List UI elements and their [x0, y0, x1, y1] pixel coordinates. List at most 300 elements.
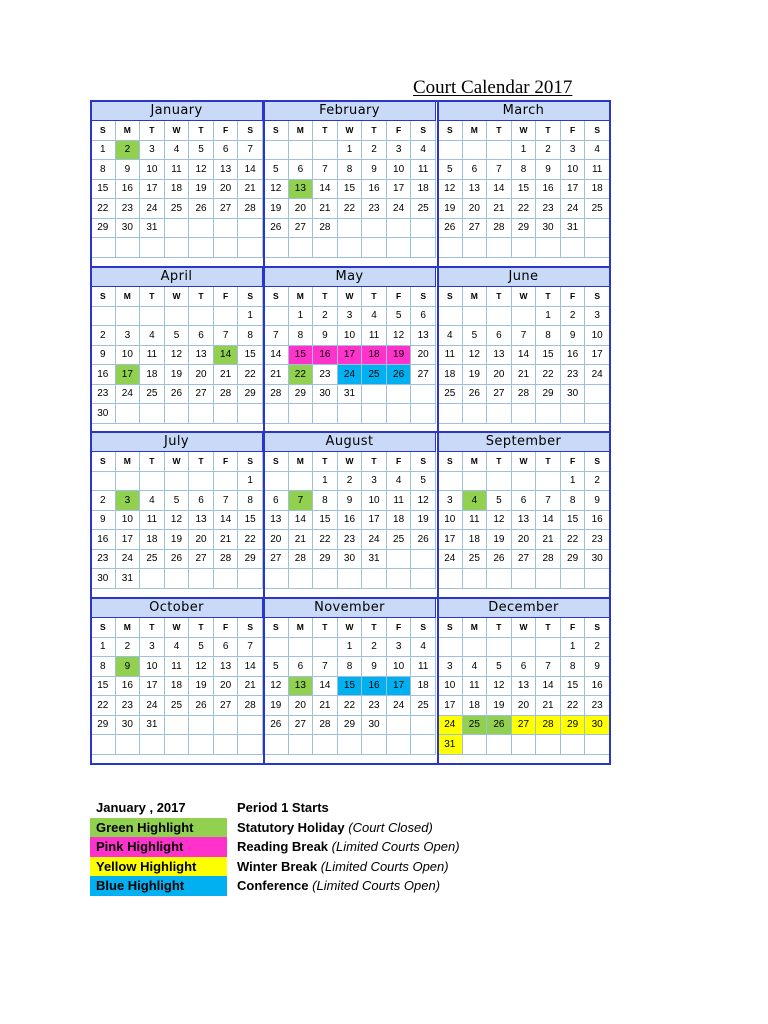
day-cell: 25 — [140, 549, 165, 569]
day-cell: 28 — [238, 696, 263, 716]
day-cell: 26 — [164, 384, 189, 404]
day-cell: 14 — [313, 676, 338, 696]
day-cell: 25 — [438, 384, 463, 404]
day-cell: 21 — [213, 365, 238, 385]
empty-cell — [115, 735, 140, 755]
empty-cell — [115, 306, 140, 326]
day-cell: 23 — [337, 530, 362, 550]
month-october — [90, 597, 263, 755]
legend-description — [231, 818, 465, 838]
day-of-week-header: F — [213, 287, 238, 307]
day-cell: 24 — [140, 199, 165, 219]
empty-cell — [140, 569, 165, 589]
day-cell: 17 — [386, 179, 411, 199]
day-cell: 27 — [487, 384, 512, 404]
empty-cell — [337, 404, 362, 424]
empty-cell — [511, 637, 536, 657]
empty-cell — [386, 218, 411, 238]
day-cell: 8 — [238, 491, 263, 511]
day-cell: 3 — [386, 140, 411, 160]
day-cell: 27 — [288, 715, 313, 735]
day-cell: 28 — [213, 384, 238, 404]
day-cell: 12 — [164, 345, 189, 365]
day-cell: 18 — [462, 696, 487, 716]
empty-cell — [362, 404, 387, 424]
week-row — [438, 404, 610, 424]
empty-cell — [411, 569, 436, 589]
day-cell: 31 — [140, 218, 165, 238]
month-june — [437, 266, 610, 424]
day-cell: 1 — [536, 306, 561, 326]
day-cell: 18 — [140, 365, 165, 385]
week-row — [91, 471, 263, 491]
day-cell: 19 — [411, 510, 436, 530]
day-cell: 17 — [560, 179, 585, 199]
day-cell: 14 — [213, 345, 238, 365]
day-cell: 26 — [264, 715, 289, 735]
week-row — [91, 404, 263, 424]
week-row — [91, 637, 263, 657]
day-of-week-header: T — [189, 618, 214, 638]
day-cell: 2 — [337, 471, 362, 491]
day-cell: 28 — [288, 549, 313, 569]
empty-cell — [511, 569, 536, 589]
empty-cell — [91, 735, 116, 755]
day-cell: 3 — [115, 491, 140, 511]
day-cell: 27 — [213, 199, 238, 219]
day-cell: 12 — [438, 179, 463, 199]
day-cell: 1 — [337, 637, 362, 657]
day-cell: 6 — [288, 160, 313, 180]
legend-description — [231, 798, 465, 818]
day-cell: 24 — [140, 696, 165, 716]
empty-cell — [560, 238, 585, 258]
empty-cell — [264, 306, 289, 326]
month-name: June — [438, 267, 610, 287]
empty-cell — [189, 735, 214, 755]
day-cell: 14 — [487, 179, 512, 199]
day-of-week-header: T — [487, 618, 512, 638]
day-cell: 27 — [462, 218, 487, 238]
day-cell: 9 — [362, 160, 387, 180]
day-of-week-header: F — [386, 452, 411, 472]
legend-description — [231, 876, 465, 896]
empty-cell — [386, 384, 411, 404]
week-row — [438, 326, 610, 346]
legend-label: Reading Break — [237, 839, 329, 855]
day-cell: 2 — [362, 637, 387, 657]
week-row — [438, 384, 610, 404]
day-cell: 29 — [288, 384, 313, 404]
legend-description — [231, 857, 465, 877]
day-of-week-header: T — [536, 121, 561, 141]
day-cell: 5 — [411, 471, 436, 491]
empty-cell — [140, 404, 165, 424]
day-cell: 26 — [189, 199, 214, 219]
empty-cell — [140, 471, 165, 491]
empty-cell — [164, 218, 189, 238]
empty-cell — [536, 637, 561, 657]
empty-cell — [438, 569, 463, 589]
day-cell: 25 — [462, 549, 487, 569]
empty-cell — [288, 238, 313, 258]
empty-cell — [487, 471, 512, 491]
day-cell: 6 — [264, 491, 289, 511]
day-cell: 9 — [91, 345, 116, 365]
month-name: February — [264, 101, 436, 121]
day-of-week-header: T — [313, 287, 338, 307]
day-of-week-header: M — [288, 121, 313, 141]
week-row — [91, 365, 263, 385]
empty-cell — [313, 404, 338, 424]
day-cell: 9 — [362, 657, 387, 677]
day-cell: 5 — [264, 657, 289, 677]
day-of-week-header: S — [585, 287, 610, 307]
empty-cell — [288, 404, 313, 424]
day-cell: 23 — [115, 199, 140, 219]
day-cell: 20 — [213, 179, 238, 199]
empty-cell — [238, 218, 263, 238]
day-cell: 27 — [511, 549, 536, 569]
day-cell: 8 — [536, 326, 561, 346]
day-cell: 7 — [238, 140, 263, 160]
day-of-week-header: W — [511, 121, 536, 141]
empty-cell — [189, 306, 214, 326]
calendar-grid — [90, 100, 610, 764]
day-cell: 9 — [91, 510, 116, 530]
day-cell: 14 — [536, 510, 561, 530]
day-of-week-header: M — [115, 121, 140, 141]
legend-note: (Limited Courts Open) — [320, 858, 449, 874]
day-cell: 19 — [189, 179, 214, 199]
day-cell: 13 — [411, 326, 436, 346]
empty-cell — [585, 404, 610, 424]
day-cell: 6 — [213, 140, 238, 160]
week-row — [91, 199, 263, 219]
day-cell: 20 — [189, 365, 214, 385]
day-cell: 27 — [511, 715, 536, 735]
day-cell: 15 — [288, 345, 313, 365]
month-name: March — [438, 101, 610, 121]
day-of-week-header: S — [91, 452, 116, 472]
empty-cell — [337, 218, 362, 238]
day-cell: 16 — [313, 345, 338, 365]
day-cell: 11 — [585, 160, 610, 180]
day-cell: 31 — [115, 569, 140, 589]
day-cell: 15 — [536, 345, 561, 365]
day-of-week-header: S — [238, 121, 263, 141]
week-row — [91, 179, 263, 199]
week-row — [91, 326, 263, 346]
legend-note: (Limited Courts Open) — [312, 878, 441, 894]
week-row — [264, 735, 436, 755]
day-cell: 9 — [337, 491, 362, 511]
week-row — [264, 404, 436, 424]
legend-key: Yellow Highlight — [90, 857, 227, 877]
day-cell: 29 — [91, 218, 116, 238]
day-cell: 19 — [164, 365, 189, 385]
day-cell: 11 — [362, 326, 387, 346]
day-cell: 10 — [337, 326, 362, 346]
day-cell: 14 — [536, 676, 561, 696]
day-cell: 1 — [511, 140, 536, 160]
day-cell: 1 — [238, 471, 263, 491]
day-cell: 2 — [115, 140, 140, 160]
day-of-week-header: W — [164, 287, 189, 307]
day-of-week-header: T — [313, 452, 338, 472]
day-cell: 8 — [337, 160, 362, 180]
day-of-week-header: W — [511, 452, 536, 472]
week-row — [264, 199, 436, 219]
day-cell: 5 — [189, 140, 214, 160]
day-of-week-header: S — [438, 452, 463, 472]
day-cell: 4 — [411, 140, 436, 160]
empty-cell — [487, 569, 512, 589]
day-of-week-header: M — [462, 287, 487, 307]
empty-cell — [189, 715, 214, 735]
day-cell: 29 — [238, 549, 263, 569]
day-cell: 10 — [386, 160, 411, 180]
week-row — [438, 160, 610, 180]
week-row — [264, 569, 436, 589]
day-of-week-header: T — [140, 287, 165, 307]
day-cell: 6 — [189, 491, 214, 511]
day-cell: 23 — [560, 365, 585, 385]
day-cell: 10 — [560, 160, 585, 180]
day-of-week-header: T — [487, 287, 512, 307]
day-cell: 23 — [585, 696, 610, 716]
day-cell: 6 — [411, 306, 436, 326]
legend-label: Statutory Holiday — [237, 819, 345, 835]
day-cell: 18 — [411, 676, 436, 696]
day-cell: 9 — [536, 160, 561, 180]
empty-cell — [288, 140, 313, 160]
month-name: December — [438, 598, 610, 618]
day-cell: 2 — [362, 140, 387, 160]
day-of-week-header: M — [115, 452, 140, 472]
empty-cell — [487, 637, 512, 657]
day-cell: 17 — [140, 676, 165, 696]
empty-cell — [487, 735, 512, 755]
day-cell: 16 — [115, 676, 140, 696]
day-cell: 27 — [411, 365, 436, 385]
week-row — [438, 715, 610, 735]
day-cell: 20 — [264, 530, 289, 550]
empty-cell — [337, 569, 362, 589]
day-cell: 9 — [115, 657, 140, 677]
day-cell: 2 — [313, 306, 338, 326]
day-cell: 13 — [288, 676, 313, 696]
empty-cell — [164, 471, 189, 491]
day-of-week-header: M — [288, 452, 313, 472]
empty-cell — [438, 238, 463, 258]
day-cell: 12 — [487, 676, 512, 696]
day-of-week-header: S — [91, 618, 116, 638]
empty-cell — [213, 238, 238, 258]
day-cell: 17 — [140, 179, 165, 199]
day-cell: 3 — [115, 326, 140, 346]
day-cell: 10 — [140, 657, 165, 677]
day-cell: 4 — [164, 637, 189, 657]
day-cell: 4 — [462, 491, 487, 511]
empty-cell — [164, 238, 189, 258]
day-of-week-header: F — [386, 121, 411, 141]
day-cell: 28 — [313, 715, 338, 735]
day-cell: 18 — [362, 345, 387, 365]
empty-cell — [362, 569, 387, 589]
day-cell: 29 — [91, 715, 116, 735]
day-cell: 4 — [140, 491, 165, 511]
week-row — [264, 160, 436, 180]
empty-cell — [462, 306, 487, 326]
day-cell: 21 — [288, 530, 313, 550]
day-cell: 28 — [511, 384, 536, 404]
empty-cell — [438, 306, 463, 326]
day-of-week-header: S — [238, 618, 263, 638]
day-cell: 15 — [313, 510, 338, 530]
week-row — [264, 510, 436, 530]
day-cell: 26 — [438, 218, 463, 238]
day-cell: 10 — [115, 345, 140, 365]
day-cell: 20 — [189, 530, 214, 550]
day-cell: 18 — [438, 365, 463, 385]
day-cell: 6 — [511, 657, 536, 677]
day-cell: 4 — [140, 326, 165, 346]
day-cell: 7 — [536, 491, 561, 511]
empty-cell — [313, 637, 338, 657]
day-cell: 30 — [337, 549, 362, 569]
day-cell: 28 — [536, 715, 561, 735]
empty-cell — [313, 238, 338, 258]
empty-cell — [438, 404, 463, 424]
day-cell: 28 — [238, 199, 263, 219]
day-cell: 1 — [91, 140, 116, 160]
day-cell: 19 — [264, 199, 289, 219]
week-row — [438, 676, 610, 696]
day-cell: 9 — [313, 326, 338, 346]
week-row — [438, 657, 610, 677]
empty-cell — [411, 404, 436, 424]
empty-cell — [585, 735, 610, 755]
empty-cell — [511, 735, 536, 755]
empty-cell — [560, 404, 585, 424]
day-cell: 25 — [164, 199, 189, 219]
day-cell: 23 — [585, 530, 610, 550]
day-cell: 3 — [560, 140, 585, 160]
day-cell: 6 — [511, 491, 536, 511]
day-cell: 13 — [264, 510, 289, 530]
day-of-week-header: S — [238, 287, 263, 307]
empty-cell — [462, 404, 487, 424]
day-cell: 8 — [560, 491, 585, 511]
month-march — [437, 100, 610, 258]
empty-cell — [337, 238, 362, 258]
empty-cell — [264, 735, 289, 755]
day-cell: 22 — [91, 199, 116, 219]
day-cell: 3 — [386, 637, 411, 657]
day-cell: 27 — [264, 549, 289, 569]
day-of-week-header: S — [264, 287, 289, 307]
day-cell: 2 — [115, 637, 140, 657]
legend-key: Green Highlight — [90, 818, 227, 838]
day-cell: 29 — [238, 384, 263, 404]
empty-cell — [313, 569, 338, 589]
day-cell: 19 — [462, 365, 487, 385]
day-cell: 11 — [438, 345, 463, 365]
day-cell: 22 — [238, 365, 263, 385]
day-cell: 5 — [438, 160, 463, 180]
day-of-week-header: M — [115, 287, 140, 307]
day-cell: 29 — [511, 218, 536, 238]
day-cell: 13 — [511, 510, 536, 530]
week-row — [438, 218, 610, 238]
empty-cell — [264, 471, 289, 491]
day-cell: 23 — [362, 199, 387, 219]
week-row — [438, 179, 610, 199]
day-of-week-header: T — [189, 287, 214, 307]
day-cell: 16 — [585, 676, 610, 696]
empty-cell — [585, 218, 610, 238]
day-of-week-header: M — [462, 452, 487, 472]
empty-cell — [115, 404, 140, 424]
day-cell: 26 — [462, 384, 487, 404]
day-cell: 7 — [487, 160, 512, 180]
empty-cell — [462, 637, 487, 657]
day-cell: 5 — [189, 637, 214, 657]
day-cell: 19 — [264, 696, 289, 716]
month-august — [263, 431, 436, 589]
empty-cell — [91, 238, 116, 258]
empty-cell — [140, 306, 165, 326]
day-cell: 2 — [560, 306, 585, 326]
empty-cell — [585, 384, 610, 404]
day-cell: 19 — [386, 345, 411, 365]
empty-cell — [386, 715, 411, 735]
day-cell: 11 — [164, 160, 189, 180]
day-cell: 17 — [115, 530, 140, 550]
empty-cell — [288, 569, 313, 589]
month-name: April — [91, 267, 263, 287]
month-july — [90, 431, 263, 589]
week-row — [264, 657, 436, 677]
day-cell: 14 — [511, 345, 536, 365]
day-cell: 10 — [362, 491, 387, 511]
day-cell: 4 — [386, 471, 411, 491]
day-cell: 17 — [585, 345, 610, 365]
day-cell: 8 — [313, 491, 338, 511]
day-cell: 13 — [213, 160, 238, 180]
day-cell: 29 — [560, 715, 585, 735]
day-cell: 29 — [560, 549, 585, 569]
week-row — [438, 365, 610, 385]
week-row — [91, 160, 263, 180]
day-cell: 5 — [164, 491, 189, 511]
day-cell: 21 — [238, 179, 263, 199]
day-cell: 30 — [536, 218, 561, 238]
day-cell: 26 — [487, 549, 512, 569]
day-cell: 20 — [411, 345, 436, 365]
day-cell: 24 — [115, 384, 140, 404]
day-cell: 5 — [386, 306, 411, 326]
day-of-week-header: F — [386, 618, 411, 638]
day-cell: 23 — [91, 384, 116, 404]
week-row — [264, 637, 436, 657]
day-cell: 21 — [313, 696, 338, 716]
day-cell: 16 — [91, 365, 116, 385]
week-row — [91, 140, 263, 160]
day-cell: 2 — [585, 471, 610, 491]
day-cell: 19 — [487, 530, 512, 550]
